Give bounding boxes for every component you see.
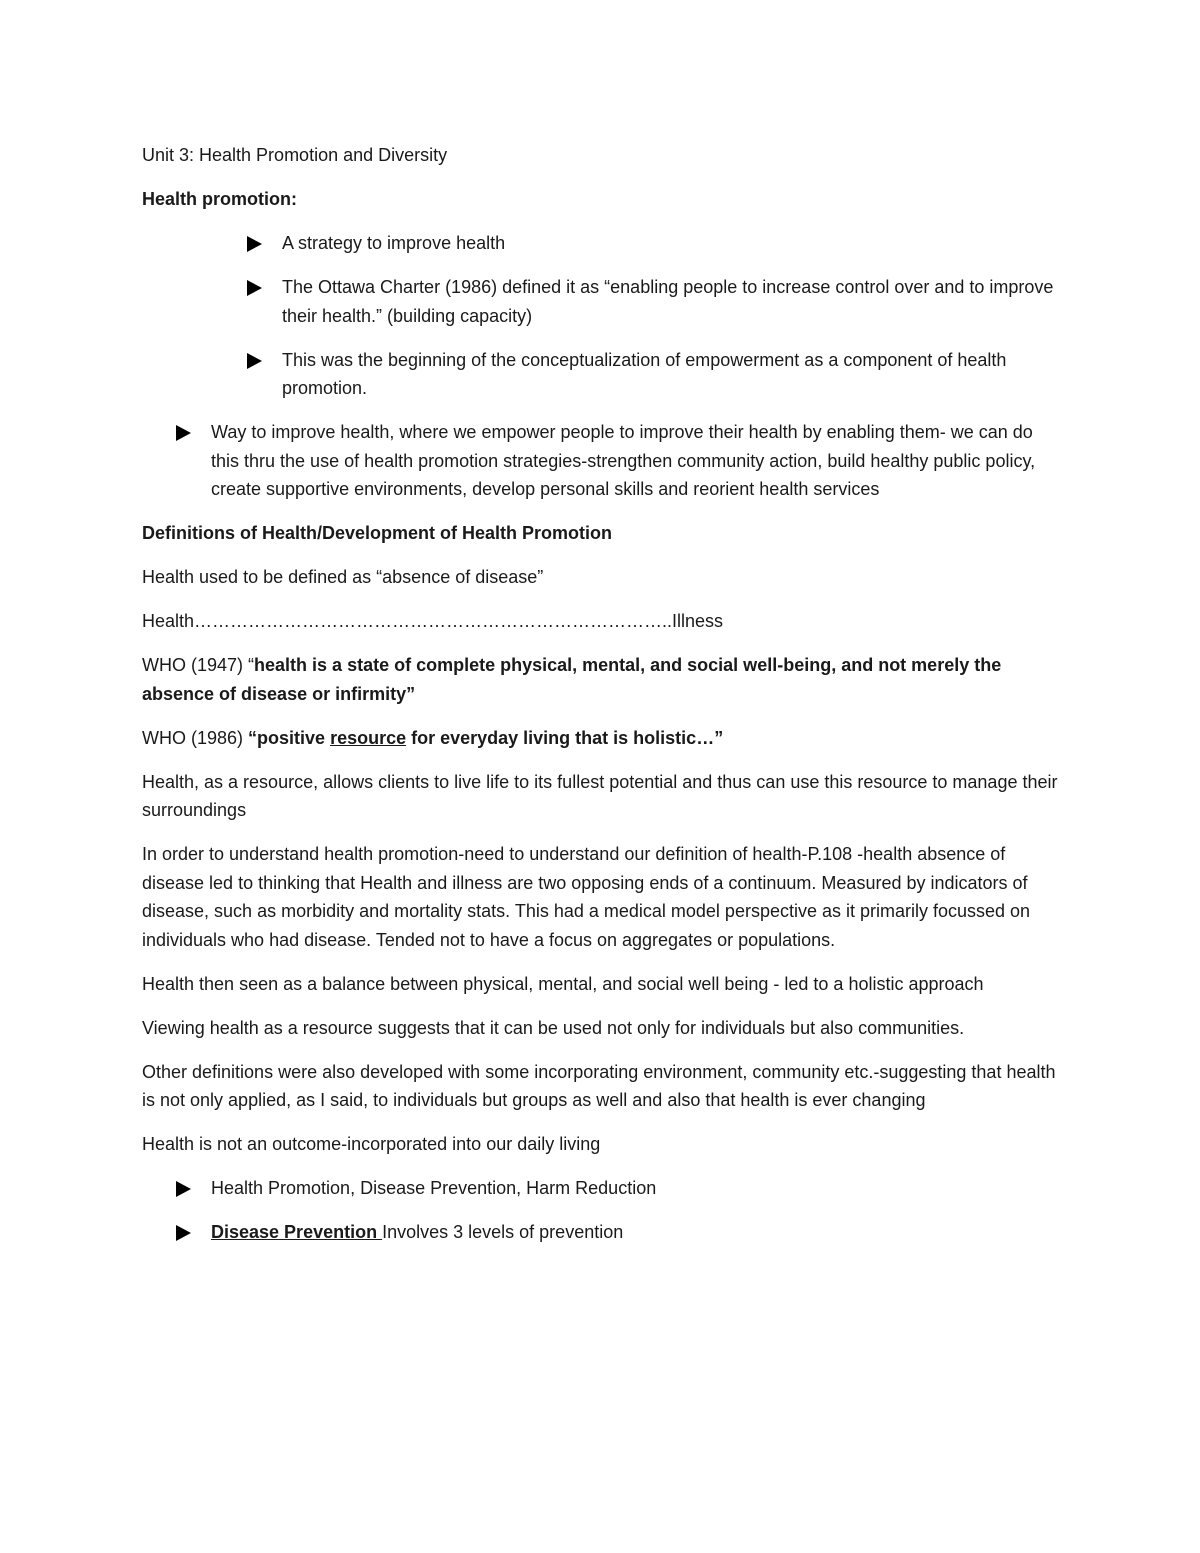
- health-promotion-heading: Health promotion:: [142, 189, 297, 209]
- definitions-heading: Definitions of Health/Development of Health Promotion: [142, 523, 613, 543]
- list-item-text: Way to improve health, where we empower people to improve their health by enabling them- we can do this thru the use of health promotion strategies-strengthen community action, build healthy public policy, create supportive environments, develop personal skills and reorient health services: [211, 422, 1036, 499]
- disease-prevention-label: Disease Prevention: [211, 1222, 383, 1242]
- triangle-arrow-icon: [176, 1181, 191, 1197]
- paragraph-who-1947: [142, 651, 1062, 708]
- triangle-arrow-icon: [247, 280, 262, 296]
- who-1986-prefix: WHO (1986): [142, 727, 249, 748]
- list-item: [142, 273, 1062, 330]
- list-item-text: The Ottawa Charter (1986) defined it as “enabling people to increase control over and to improve their health.” (building capacity): [282, 277, 1054, 326]
- who-1986-resource: resource: [330, 727, 407, 748]
- list-item-text: Involves 3 levels of prevention: [382, 1222, 624, 1242]
- paragraph-who-1986: [142, 724, 1062, 753]
- list-item: [142, 229, 1062, 258]
- paragraph-resource: Health, as a resource, allows clients to live life to its fullest potential and thus can use this resource to manage their surroundings: [142, 771, 1058, 820]
- page-title: Unit 3: Health Promotion and Diversity: [142, 145, 448, 165]
- who-1947-prefix: WHO (1947) “: [142, 655, 255, 675]
- paragraph-balance: Health then seen as a balance between physical, mental, and social well being - led to a holistic approach: [142, 973, 984, 994]
- who-1986-quote-start: “positive: [248, 727, 331, 748]
- paragraph-understanding: In order to understand health promotion-need to understand our definition of health-P.108 -health absence of disease led to thinking that Health and illness are two opposing ends of a continuum. Measured by indicators of disease, such as morbidity and mortality stats. This had a medical model perspective as it primarily focussed on individuals who had disease. Tended not to have a focus on aggregates or populations.: [142, 844, 1031, 950]
- list-item-text: This was the beginning of the conceptualization of empowerment as a component of health promotion.: [282, 349, 1007, 398]
- paragraph-other-definitions: Other definitions were also developed with some incorporating environment, community etc.-suggesting that health is not only applied, as I said, to individuals but groups as well and also that health is ever changing: [142, 1061, 1056, 1110]
- list-item: [142, 418, 1062, 504]
- paragraph-outcome: Health is not an outcome-incorporated into our daily living: [142, 1134, 601, 1154]
- triangle-arrow-icon: [176, 425, 191, 441]
- document-body: [142, 141, 1062, 1262]
- triangle-arrow-icon: [247, 236, 262, 252]
- list-item-text: A strategy to improve health: [282, 233, 506, 253]
- triangle-arrow-icon: [247, 353, 262, 369]
- list-item: [142, 1218, 1062, 1247]
- paragraph-viewing: Viewing health as a resource suggests that it can be used not only for individuals but also communities.: [142, 1017, 965, 1038]
- list-item: [142, 346, 1062, 403]
- paragraph-absence: Health used to be defined as “absence of disease”: [142, 567, 544, 587]
- paragraph-continuum: Health……………………………………………………………………..Illness: [142, 611, 724, 631]
- who-1986-quote-end: for everyday living that is holistic…”: [406, 727, 724, 748]
- who-1947-quote: health is a state of complete physical, mental, and social well-being, and not merely the absence of disease or infirmity”: [142, 655, 1002, 704]
- triangle-arrow-icon: [176, 1225, 191, 1241]
- list-item-text: Health Promotion, Disease Prevention, Harm Reduction: [211, 1178, 657, 1198]
- list-item: [142, 1174, 1062, 1203]
